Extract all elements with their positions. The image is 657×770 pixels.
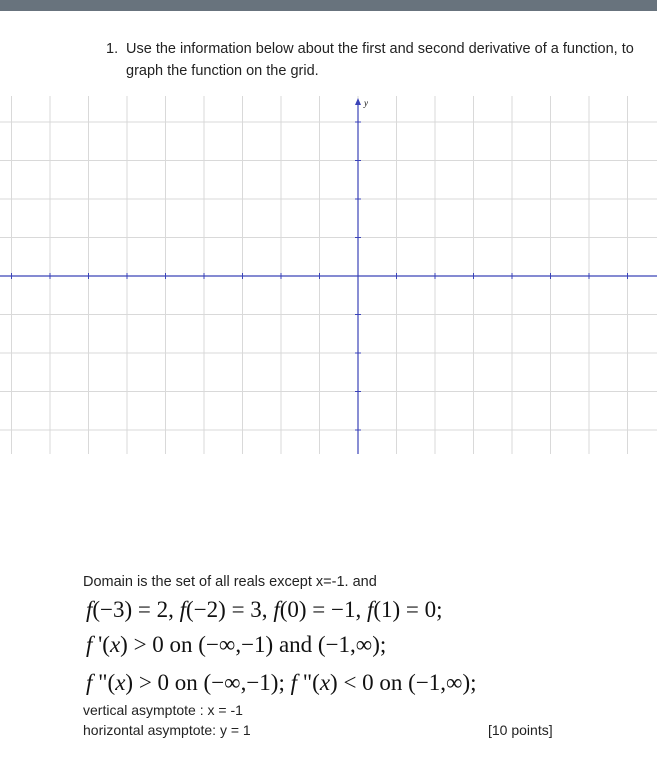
y-axis-label: y — [364, 98, 368, 108]
question-number: 1. — [106, 41, 119, 57]
y-axis-arrow — [355, 98, 361, 105]
second-derivative-condition: f "(x) > 0 on (−∞,−1); f "(x) < 0 on (−1,∞); — [86, 670, 477, 695]
first-derivative-condition: f '(x) > 0 on (−∞,−1) and (−1,∞); — [86, 632, 387, 657]
top-bar — [0, 0, 657, 11]
grid-lines — [0, 96, 657, 454]
axes — [0, 98, 657, 454]
domain-statement: Domain is the set of all reals except x=-1. and — [83, 574, 377, 590]
question-text: Use the information below about the first and second derivative of a function, to graph the function on the grid. — [126, 41, 634, 79]
coordinate-grid[interactable] — [0, 96, 657, 456]
grid-svg — [0, 96, 657, 456]
points-label: [10 points] — [488, 722, 553, 738]
horizontal-asymptote: horizontal asymptote: y = 1 — [83, 722, 251, 738]
function-values: f(−3) = 2, f(−2) = 3, f(0) = −1, f(1) = 0; — [86, 597, 443, 622]
vertical-asymptote: vertical asymptote : x = -1 — [83, 702, 243, 718]
